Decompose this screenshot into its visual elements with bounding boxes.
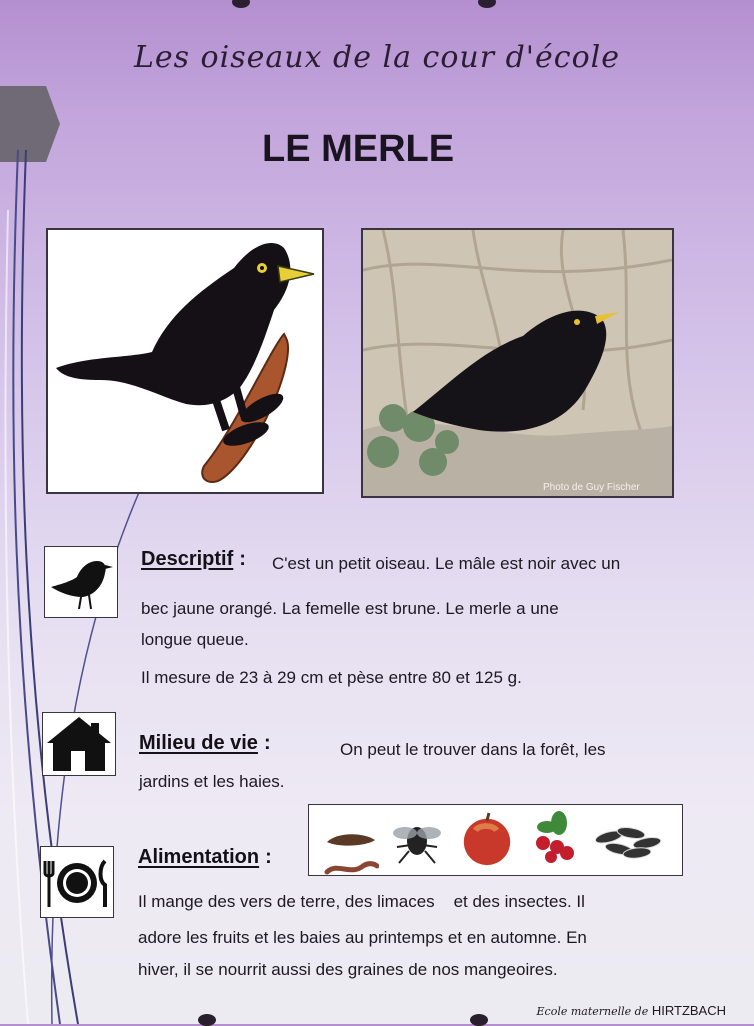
screw-top-left (232, 0, 250, 8)
photo-credit: Photo de Guy Fischer (543, 482, 640, 493)
food-strip (308, 804, 683, 876)
panel-subtitle: Les oiseaux de la cour d'école (133, 40, 621, 75)
blackbird-photo (361, 228, 674, 498)
alimentation-title: Alimentation (138, 846, 260, 868)
footer-credit (537, 1003, 726, 1018)
fly-icon (391, 811, 443, 867)
alimentation-line-2: adore les fruits et les baies au printemps et en automne. En (138, 928, 587, 947)
descriptif-line-3: longue queue. (141, 630, 249, 649)
blackbird-icon (44, 546, 118, 618)
footer-school-name: HIRTZBACH (651, 1003, 726, 1018)
milieu-title: Milieu de vie (139, 732, 258, 754)
alimentation-colon: : (265, 846, 272, 868)
blackbird-drawing-art (48, 230, 322, 492)
house-icon (42, 712, 116, 776)
screw-top-right (478, 0, 496, 8)
alimentation-line-3: hiver, il se nourrit aussi des graines de nos mangeoires. (138, 960, 558, 979)
milieu-line-2: jardins et les haies. (139, 772, 285, 791)
milieu-line-1: On peut le trouver dans la forêt, les (340, 740, 606, 759)
screw-bottom-left (198, 1014, 216, 1026)
berries-icon (529, 811, 581, 867)
blackbird-photo-art (363, 230, 672, 496)
descriptif-line-2: bec jaune orangé. La femelle est brune. Le merle a une (141, 599, 559, 618)
plate-cutlery-icon (40, 846, 114, 918)
descriptif-colon: : (239, 548, 246, 570)
alimentation-heading (138, 846, 272, 869)
descriptif-title: Descriptif (141, 548, 234, 570)
seeds-icon (591, 811, 667, 867)
page-title: LE MERLE (262, 128, 455, 170)
alimentation-line-1: Il mange des vers de terre, des limaces et des insectes. Il (138, 892, 585, 911)
milieu-heading (139, 732, 271, 755)
apple-icon (459, 811, 515, 867)
descriptif-line-4: Il mesure de 23 à 29 cm et pèse entre 80 et 125 g. (141, 668, 522, 687)
descriptif-heading (141, 548, 246, 571)
footer-prefix: Ecole maternelle de (536, 1005, 649, 1018)
screw-bottom-right (470, 1014, 488, 1026)
blackbird-drawing (46, 228, 324, 494)
milieu-colon: : (263, 732, 271, 754)
descriptif-line-1: C'est un petit oiseau. Le mâle est noir avec un (272, 554, 621, 573)
